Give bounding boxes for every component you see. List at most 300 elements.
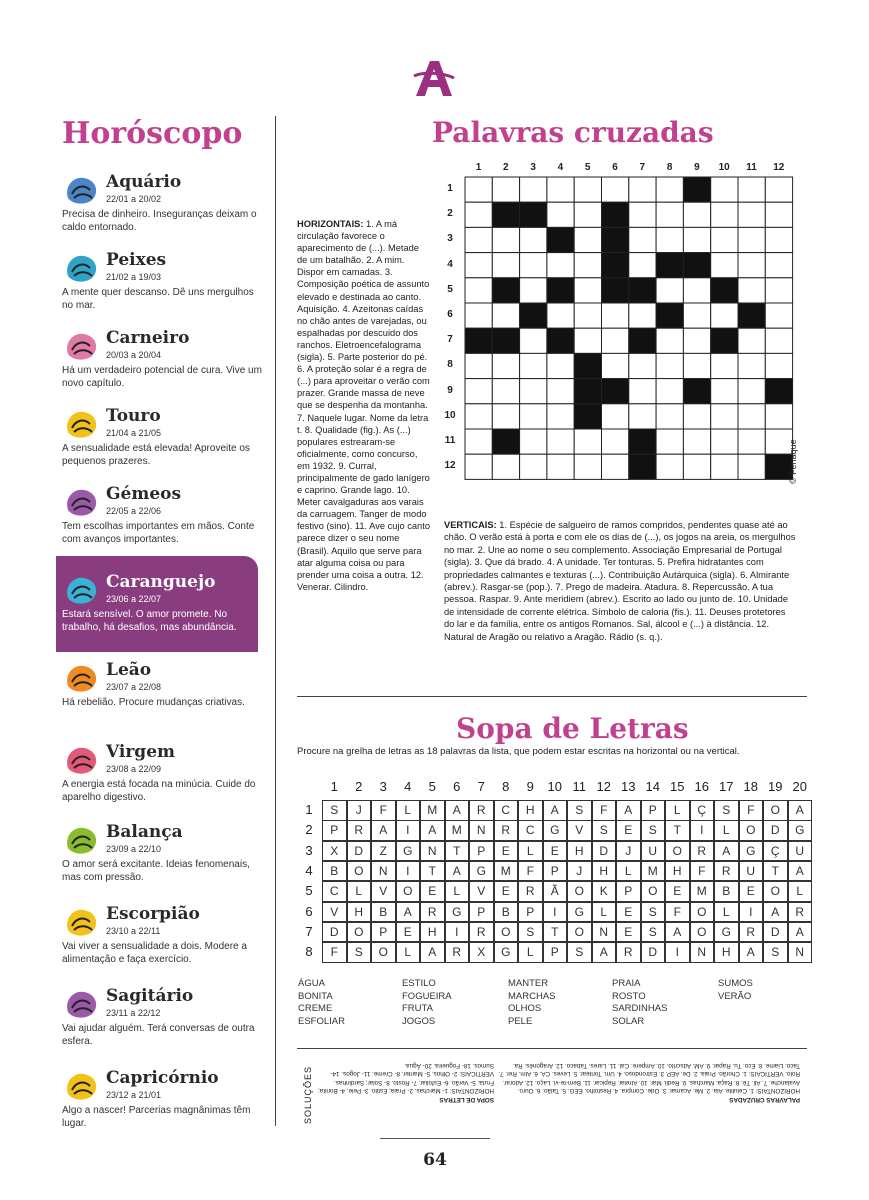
crossword-cell[interactable] bbox=[465, 353, 492, 378]
wordsearch-cell[interactable]: A bbox=[763, 902, 788, 923]
wordsearch-cell[interactable]: E bbox=[739, 881, 764, 902]
wordsearch-cell[interactable]: S bbox=[322, 800, 347, 821]
wordsearch-cell[interactable]: I bbox=[396, 820, 421, 841]
crossword-cell[interactable] bbox=[683, 353, 710, 378]
crossword-cell[interactable] bbox=[547, 202, 574, 227]
sign-text: Há rebelião. Procure mudanças criativas. bbox=[62, 697, 245, 708]
wordsearch-cell[interactable]: M bbox=[445, 820, 470, 841]
wordsearch-cell[interactable]: N bbox=[469, 820, 494, 841]
crossword-cell[interactable] bbox=[602, 404, 629, 429]
wordsearch-col-number: 15 bbox=[670, 779, 685, 794]
crossword-cell[interactable] bbox=[765, 328, 792, 353]
wordsearch-cell[interactable]: B bbox=[494, 902, 519, 923]
wordsearch-cell[interactable]: G bbox=[739, 841, 764, 862]
crossword-cell[interactable] bbox=[765, 177, 792, 202]
crossword-cell[interactable] bbox=[738, 253, 765, 278]
wordsearch-cell[interactable]: J bbox=[347, 800, 372, 821]
wordsearch-cell[interactable]: O bbox=[690, 922, 715, 943]
wordsearch-cell[interactable]: R bbox=[347, 820, 372, 841]
wordsearch-cell[interactable]: Z bbox=[371, 841, 396, 862]
wordsearch-cell[interactable]: O bbox=[494, 922, 519, 943]
wordsearch-cell[interactable]: E bbox=[543, 841, 568, 862]
crossword-cell[interactable] bbox=[629, 227, 656, 252]
crossword-cell[interactable] bbox=[738, 379, 765, 404]
magazine-logo bbox=[412, 58, 456, 98]
wordsearch-cell[interactable]: H bbox=[714, 942, 739, 963]
wordsearch-solutions bbox=[318, 1060, 494, 1103]
crossword-cell[interactable] bbox=[738, 177, 765, 202]
crossword-cell[interactable] bbox=[711, 303, 738, 328]
crossword-col-number: 1 bbox=[475, 162, 482, 173]
crossword-cell[interactable] bbox=[574, 429, 601, 454]
crossword-cell[interactable] bbox=[629, 379, 656, 404]
crossword-cell[interactable] bbox=[465, 253, 492, 278]
wordsearch-cell[interactable]: H bbox=[592, 861, 617, 882]
crossword-cell[interactable] bbox=[765, 303, 792, 328]
wordsearch-cell[interactable]: O bbox=[347, 861, 372, 882]
wordsearch-cell[interactable]: M bbox=[494, 861, 519, 882]
wordsearch-cell[interactable]: L bbox=[592, 902, 617, 923]
wordsearch-cell[interactable]: U bbox=[739, 861, 764, 882]
crossword-cell[interactable] bbox=[738, 328, 765, 353]
wordsearch-cell[interactable]: F bbox=[518, 861, 543, 882]
wordsearch-cell[interactable]: J bbox=[567, 861, 592, 882]
crossword-title: Palavras cruzadas bbox=[432, 116, 714, 149]
crossword-cell[interactable] bbox=[765, 353, 792, 378]
wordsearch-cell[interactable]: B bbox=[322, 861, 347, 882]
crossword-cell[interactable] bbox=[547, 303, 574, 328]
crossword-cell[interactable] bbox=[765, 253, 792, 278]
wordsearch-cell[interactable]: O bbox=[567, 881, 592, 902]
wordsearch-cell[interactable]: G bbox=[396, 841, 421, 862]
crossword-black-cell bbox=[629, 454, 656, 479]
crossword-cell[interactable] bbox=[547, 253, 574, 278]
wordsearch-cell[interactable]: P bbox=[543, 942, 568, 963]
crossword-cell[interactable] bbox=[656, 353, 683, 378]
wordsearch-cell[interactable]: A bbox=[420, 942, 445, 963]
wordsearch-cell[interactable]: A bbox=[714, 841, 739, 862]
crossword-black-cell bbox=[656, 303, 683, 328]
crossword-cell[interactable] bbox=[711, 429, 738, 454]
sign-dates: 23/08 a 22/09 bbox=[106, 764, 162, 774]
wordsearch-cell[interactable]: N bbox=[788, 942, 813, 963]
wordsearch-cell[interactable]: S bbox=[567, 800, 592, 821]
wordsearch-cell[interactable]: R bbox=[469, 922, 494, 943]
crossword-cell[interactable] bbox=[465, 454, 492, 479]
crossword-cell[interactable] bbox=[629, 202, 656, 227]
crossword-cell[interactable] bbox=[465, 429, 492, 454]
crossword-cell[interactable] bbox=[574, 202, 601, 227]
wordsearch-cell[interactable]: T bbox=[543, 922, 568, 943]
wordsearch-cell[interactable]: A bbox=[788, 922, 813, 943]
crossword-cell[interactable] bbox=[574, 328, 601, 353]
crossword-cell[interactable] bbox=[765, 202, 792, 227]
crossword-cell[interactable] bbox=[602, 303, 629, 328]
crossword-cell[interactable] bbox=[492, 404, 519, 429]
wordsearch-cell[interactable]: A bbox=[739, 942, 764, 963]
wordsearch-cell[interactable]: D bbox=[763, 820, 788, 841]
crossword-cell[interactable] bbox=[656, 379, 683, 404]
crossword-cell[interactable] bbox=[656, 278, 683, 303]
wordsearch-cell[interactable]: U bbox=[788, 841, 813, 862]
wordsearch-cell[interactable]: P bbox=[543, 861, 568, 882]
crossword-cell[interactable] bbox=[492, 253, 519, 278]
wordsearch-cell[interactable]: Ç bbox=[690, 800, 715, 821]
wordsearch-cell[interactable]: A bbox=[788, 861, 813, 882]
crossword-black-cell bbox=[765, 379, 792, 404]
crossword-cell[interactable] bbox=[683, 328, 710, 353]
wordsearch-cell[interactable]: L bbox=[714, 820, 739, 841]
wordsearch-cell[interactable]: A bbox=[616, 800, 641, 821]
wordsearch-cell[interactable]: T bbox=[665, 820, 690, 841]
wordsearch-cell[interactable]: I bbox=[690, 820, 715, 841]
crossword-cell[interactable] bbox=[683, 429, 710, 454]
crossword-cell[interactable] bbox=[520, 227, 547, 252]
crossword-row-number: 8 bbox=[447, 359, 453, 371]
crossword-cell[interactable] bbox=[656, 454, 683, 479]
wordsearch-cell[interactable]: T bbox=[445, 841, 470, 862]
wordsearch-cell[interactable]: S bbox=[518, 922, 543, 943]
wordsearch-cell[interactable]: R bbox=[469, 800, 494, 821]
crossword-cell[interactable] bbox=[683, 278, 710, 303]
wordsearch-solutions-title: SOPA DE LETRAS bbox=[439, 1095, 494, 1103]
wordsearch-cell[interactable]: A bbox=[445, 861, 470, 882]
wordsearch-cell[interactable]: I bbox=[665, 942, 690, 963]
crossword-cell[interactable] bbox=[738, 454, 765, 479]
wordsearch-cell[interactable]: F bbox=[665, 902, 690, 923]
crossword-cell[interactable] bbox=[574, 303, 601, 328]
wordsearch-cell[interactable]: E bbox=[396, 922, 421, 943]
wordsearch-cell[interactable]: H bbox=[347, 902, 372, 923]
wordsearch-cell[interactable]: V bbox=[469, 881, 494, 902]
crossword-row-number: 9 bbox=[447, 384, 453, 396]
wordsearch-cell[interactable]: F bbox=[322, 942, 347, 963]
wordsearch-cell[interactable]: A bbox=[592, 942, 617, 963]
crossword-cell[interactable] bbox=[629, 404, 656, 429]
wordsearch-row-number: 4 bbox=[305, 862, 313, 878]
wordsearch-cell[interactable]: G bbox=[494, 942, 519, 963]
wordsearch-cell[interactable]: R bbox=[445, 942, 470, 963]
crossword-cell[interactable] bbox=[738, 202, 765, 227]
wordsearch-cell[interactable]: L bbox=[518, 841, 543, 862]
wordsearch-cell[interactable]: G bbox=[788, 820, 813, 841]
wordsearch-cell[interactable]: G bbox=[567, 902, 592, 923]
wordsearch-cell[interactable]: O bbox=[347, 922, 372, 943]
wordsearch-cell[interactable]: A bbox=[420, 820, 445, 841]
wordsearch-cell[interactable]: R bbox=[494, 820, 519, 841]
crossword-cell[interactable] bbox=[547, 454, 574, 479]
wordsearch-cell[interactable]: L bbox=[714, 902, 739, 923]
wordsearch-cell[interactable]: O bbox=[763, 881, 788, 902]
crossword-cell[interactable] bbox=[520, 379, 547, 404]
wordsearch-cell[interactable]: R bbox=[739, 922, 764, 943]
crossword-cell[interactable] bbox=[738, 429, 765, 454]
wordsearch-cell[interactable]: H bbox=[420, 922, 445, 943]
wordsearch-cell[interactable]: G bbox=[469, 861, 494, 882]
wordsearch-cell[interactable]: E bbox=[494, 881, 519, 902]
crossword-cell[interactable] bbox=[765, 278, 792, 303]
wordsearch-cell[interactable]: Ã bbox=[543, 881, 568, 902]
wordsearch-cell[interactable]: F bbox=[739, 800, 764, 821]
crossword-cell[interactable] bbox=[656, 177, 683, 202]
wordsearch-cell[interactable]: F bbox=[592, 800, 617, 821]
crossword-cell[interactable] bbox=[520, 278, 547, 303]
wordsearch-cell[interactable]: I bbox=[543, 902, 568, 923]
wordsearch-cell[interactable]: L bbox=[616, 861, 641, 882]
wordsearch-cell[interactable]: G bbox=[445, 902, 470, 923]
crossword-cell[interactable] bbox=[683, 404, 710, 429]
wordsearch-cell[interactable]: E bbox=[494, 841, 519, 862]
crossword-cell[interactable] bbox=[465, 379, 492, 404]
crossword-cell[interactable] bbox=[738, 404, 765, 429]
crossword-cell[interactable] bbox=[629, 253, 656, 278]
wordsearch-cell[interactable]: O bbox=[763, 800, 788, 821]
wordsearch-cell[interactable]: B bbox=[371, 902, 396, 923]
wordsearch-col-number: 13 bbox=[621, 779, 636, 794]
crossword-cell[interactable] bbox=[574, 227, 601, 252]
crossword-cell[interactable] bbox=[738, 353, 765, 378]
wordsearch-cell[interactable]: A bbox=[665, 922, 690, 943]
wordsearch-col-number: 20 bbox=[792, 779, 807, 794]
wordsearch-cell[interactable]: V bbox=[322, 902, 347, 923]
wordsearch-cell[interactable]: X bbox=[322, 841, 347, 862]
crossword-cell[interactable] bbox=[711, 177, 738, 202]
crossword-cell[interactable] bbox=[602, 353, 629, 378]
wordsearch-cell[interactable]: I bbox=[445, 922, 470, 943]
crossword-cell[interactable] bbox=[629, 177, 656, 202]
wordsearch-cell[interactable]: A bbox=[788, 800, 813, 821]
crossword-cell[interactable] bbox=[547, 353, 574, 378]
crossword-cell[interactable] bbox=[547, 429, 574, 454]
wordsearch-cell[interactable]: I bbox=[739, 902, 764, 923]
wordsearch-cell[interactable]: O bbox=[567, 922, 592, 943]
wordsearch-cell[interactable]: S bbox=[347, 942, 372, 963]
wordsearch-cell[interactable]: S bbox=[641, 820, 666, 841]
wordsearch-cell[interactable]: E bbox=[616, 922, 641, 943]
crossword-cell[interactable] bbox=[492, 454, 519, 479]
wordsearch-cell[interactable]: O bbox=[690, 902, 715, 923]
sign-text: A sensualidade está elevada! Aproveite os pequenos prazeres. bbox=[62, 443, 250, 467]
crossword-cell[interactable] bbox=[765, 227, 792, 252]
wordsearch-cell[interactable]: H bbox=[567, 841, 592, 862]
crossword-cell[interactable] bbox=[492, 303, 519, 328]
crossword-cell[interactable] bbox=[574, 177, 601, 202]
crossword-cell[interactable] bbox=[547, 379, 574, 404]
crossword-cell[interactable] bbox=[683, 454, 710, 479]
wordsearch-cell[interactable]: T bbox=[763, 861, 788, 882]
wordsearch-cell[interactable]: R bbox=[518, 881, 543, 902]
wordsearch-cell[interactable]: F bbox=[371, 800, 396, 821]
wordsearch-cell[interactable]: E bbox=[420, 881, 445, 902]
wordsearch-cell[interactable]: L bbox=[518, 942, 543, 963]
wordsearch-cell[interactable]: G bbox=[714, 922, 739, 943]
crossword-cell[interactable] bbox=[492, 227, 519, 252]
wordsearch-cell[interactable]: P bbox=[641, 800, 666, 821]
wordsearch-cell[interactable]: O bbox=[739, 820, 764, 841]
wordsearch-cell[interactable]: N bbox=[690, 942, 715, 963]
crossword-cell[interactable] bbox=[465, 404, 492, 429]
wordsearch-cell[interactable]: S bbox=[714, 800, 739, 821]
wordsearch-cell[interactable]: R bbox=[788, 902, 813, 923]
wordsearch-cell[interactable]: H bbox=[665, 861, 690, 882]
wordsearch-cell[interactable]: L bbox=[788, 881, 813, 902]
wordsearch-cell[interactable]: N bbox=[420, 841, 445, 862]
crossword-cell[interactable] bbox=[520, 404, 547, 429]
wordsearch-cell[interactable]: L bbox=[347, 881, 372, 902]
crossword-cell[interactable] bbox=[656, 227, 683, 252]
crossword-cell[interactable] bbox=[765, 404, 792, 429]
crossword-cell[interactable] bbox=[602, 328, 629, 353]
crossword-black-cell bbox=[574, 353, 601, 378]
crossword-grid[interactable] bbox=[464, 176, 796, 482]
wordsearch-cell[interactable]: Ç bbox=[763, 841, 788, 862]
wordsearch-cell[interactable]: D bbox=[347, 841, 372, 862]
wordsearch-cell[interactable]: R bbox=[616, 942, 641, 963]
word-list-item: SUMOS bbox=[718, 978, 753, 989]
crossword-cell[interactable] bbox=[520, 353, 547, 378]
crossword-cell[interactable] bbox=[711, 353, 738, 378]
wordsearch-cell[interactable]: M bbox=[641, 861, 666, 882]
wordsearch-cell[interactable]: L bbox=[396, 942, 421, 963]
crossword-cell[interactable] bbox=[683, 202, 710, 227]
wordsearch-cell[interactable]: X bbox=[469, 942, 494, 963]
crossword-cell[interactable] bbox=[520, 454, 547, 479]
crossword-cell[interactable] bbox=[683, 303, 710, 328]
wordsearch-cell[interactable]: V bbox=[567, 820, 592, 841]
wordsearch-cell[interactable]: A bbox=[396, 902, 421, 923]
crossword-cell[interactable] bbox=[547, 177, 574, 202]
crossword-cell[interactable] bbox=[711, 454, 738, 479]
sign-text: A energia está focada na minúcia. Cuide do aparelho digestivo. bbox=[62, 779, 256, 803]
crossword-cell[interactable] bbox=[492, 177, 519, 202]
wordsearch-cell[interactable]: S bbox=[641, 922, 666, 943]
wordsearch-cell[interactable]: C bbox=[518, 820, 543, 841]
crossword-cell[interactable] bbox=[738, 278, 765, 303]
crossword-cell[interactable] bbox=[656, 328, 683, 353]
wordsearch-cell[interactable]: L bbox=[665, 800, 690, 821]
wordsearch-cell[interactable]: P bbox=[616, 881, 641, 902]
wordsearch-cell[interactable]: J bbox=[616, 841, 641, 862]
crossword-cell[interactable] bbox=[711, 379, 738, 404]
wordsearch-cell[interactable]: E bbox=[616, 902, 641, 923]
crossword-cell[interactable] bbox=[711, 404, 738, 429]
crossword-col-number: 5 bbox=[584, 162, 591, 173]
wordsearch-cell[interactable]: C bbox=[494, 800, 519, 821]
wordsearch-cell[interactable]: S bbox=[567, 942, 592, 963]
word-list-item: PELE bbox=[508, 1015, 533, 1027]
crossword-cell[interactable] bbox=[602, 454, 629, 479]
crossword-cell[interactable] bbox=[520, 429, 547, 454]
crossword-cell[interactable] bbox=[656, 202, 683, 227]
wordsearch-cell[interactable]: H bbox=[518, 800, 543, 821]
wordsearch-cell[interactable]: L bbox=[396, 800, 421, 821]
wordsearch-cell[interactable]: S bbox=[641, 902, 666, 923]
crossword-cell[interactable] bbox=[602, 177, 629, 202]
crossword-cell[interactable] bbox=[574, 454, 601, 479]
wordsearch-cell[interactable]: F bbox=[690, 861, 715, 882]
crossword-cell[interactable] bbox=[711, 227, 738, 252]
crossword-cell[interactable] bbox=[711, 202, 738, 227]
wordsearch-cell[interactable]: M bbox=[690, 881, 715, 902]
crossword-cell[interactable] bbox=[465, 202, 492, 227]
wordsearch-cell[interactable]: N bbox=[371, 861, 396, 882]
wordsearch-cell[interactable]: P bbox=[322, 820, 347, 841]
wordsearch-cell[interactable]: E bbox=[665, 881, 690, 902]
wordsearch-cell[interactable]: T bbox=[420, 861, 445, 882]
crossword-cell[interactable] bbox=[465, 227, 492, 252]
wordsearch-cell[interactable]: O bbox=[665, 841, 690, 862]
wordsearch-cell[interactable]: V bbox=[371, 881, 396, 902]
crossword-cell[interactable] bbox=[656, 404, 683, 429]
wordsearch-cell[interactable]: S bbox=[592, 820, 617, 841]
sign-dates: 23/09 a 22/10 bbox=[106, 844, 162, 854]
crossword-cell[interactable] bbox=[629, 303, 656, 328]
wordsearch-cell[interactable]: D bbox=[322, 922, 347, 943]
wordsearch-cell[interactable]: G bbox=[543, 820, 568, 841]
crossword-cell[interactable] bbox=[465, 177, 492, 202]
wordsearch-cell[interactable]: O bbox=[641, 881, 666, 902]
crossword-cell[interactable] bbox=[629, 353, 656, 378]
wordsearch-cell[interactable]: D bbox=[592, 841, 617, 862]
crossword-cell[interactable] bbox=[492, 379, 519, 404]
crossword-cell[interactable] bbox=[574, 253, 601, 278]
crossword-cell[interactable] bbox=[656, 429, 683, 454]
wordsearch-cell[interactable]: P bbox=[518, 902, 543, 923]
sign-name: Sagitário bbox=[106, 986, 194, 1006]
crossword-cell[interactable] bbox=[547, 404, 574, 429]
wordsearch-cell[interactable]: P bbox=[469, 902, 494, 923]
wordsearch-cell[interactable]: O bbox=[371, 942, 396, 963]
crossword-cell[interactable] bbox=[711, 253, 738, 278]
wordsearch-cell[interactable]: I bbox=[396, 861, 421, 882]
wordsearch-cell[interactable]: P bbox=[469, 841, 494, 862]
crossword-cell[interactable] bbox=[683, 227, 710, 252]
wordsearch-cell[interactable]: R bbox=[714, 861, 739, 882]
wordsearch-cell[interactable]: A bbox=[445, 800, 470, 821]
wordsearch-cell[interactable]: P bbox=[371, 922, 396, 943]
crossword-cell[interactable] bbox=[574, 278, 601, 303]
wordsearch-col-number: 5 bbox=[428, 779, 436, 794]
wordsearch-cell[interactable]: N bbox=[592, 922, 617, 943]
aries-icon bbox=[62, 328, 102, 362]
crossword-cell[interactable] bbox=[465, 278, 492, 303]
wordsearch-cell[interactable]: K bbox=[592, 881, 617, 902]
wordsearch-cell[interactable]: U bbox=[641, 841, 666, 862]
crossword-cell[interactable] bbox=[520, 328, 547, 353]
crossword-cell[interactable] bbox=[492, 353, 519, 378]
wordsearch-cell[interactable]: R bbox=[690, 841, 715, 862]
wordsearch-cell[interactable]: R bbox=[420, 902, 445, 923]
wordsearch-cell[interactable]: D bbox=[763, 922, 788, 943]
wordsearch-cell[interactable]: E bbox=[616, 820, 641, 841]
wordsearch-cell[interactable]: L bbox=[445, 881, 470, 902]
crossword-cell[interactable] bbox=[465, 303, 492, 328]
crossword-cell[interactable] bbox=[520, 177, 547, 202]
wordsearch-cell[interactable]: B bbox=[714, 881, 739, 902]
wordsearch-cell[interactable]: A bbox=[371, 820, 396, 841]
wordsearch-cell[interactable]: S bbox=[763, 942, 788, 963]
wordsearch-cell[interactable]: O bbox=[396, 881, 421, 902]
wordsearch-cell[interactable]: C bbox=[322, 881, 347, 902]
wordsearch-col-number: 1 bbox=[330, 779, 338, 794]
wordsearch-cell[interactable]: D bbox=[641, 942, 666, 963]
crossword-cell[interactable] bbox=[738, 227, 765, 252]
wordsearch-cell[interactable]: M bbox=[420, 800, 445, 821]
crossword-black-cell bbox=[492, 202, 519, 227]
crossword-cell[interactable] bbox=[602, 429, 629, 454]
wordsearch-cell[interactable]: A bbox=[543, 800, 568, 821]
crossword-cell[interactable] bbox=[520, 253, 547, 278]
